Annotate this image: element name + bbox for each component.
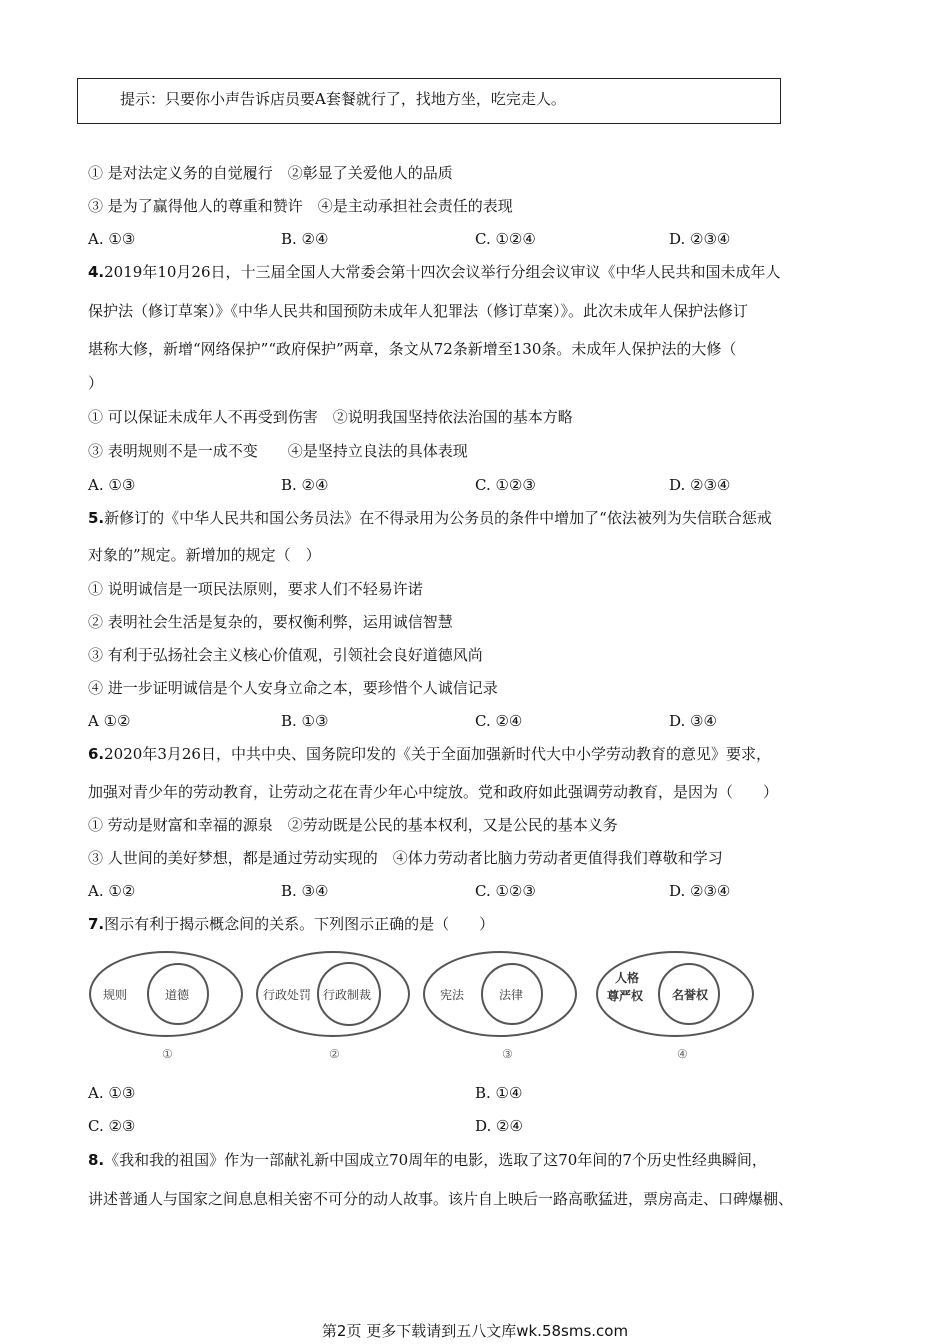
q7-number: 7. <box>88 915 105 933</box>
q7-option-d: D. ②④ <box>475 1117 523 1135</box>
q8-number: 8. <box>88 1151 105 1169</box>
diagram-3-inner-label: 法律 <box>499 988 524 1002</box>
q5-statement-1: ① 说明诚信是一项民法原则，要求人们不轻易许诺 <box>88 580 423 598</box>
q6-option-b: B. ③④ <box>281 882 329 900</box>
q5-option-d: D. ③④ <box>669 712 717 730</box>
diagram-1-mark: ① <box>162 1047 173 1061</box>
diagram-2-inner-label: 行政制裁 <box>323 988 372 1002</box>
hint-box <box>77 78 781 124</box>
q6-option-c: C. ①②③ <box>475 882 536 900</box>
q7-option-a: A. ①③ <box>88 1084 136 1102</box>
diagram-3-outer-label: 宪法 <box>440 988 465 1002</box>
page-footer: 第2页 更多下载请到五八文库wk.58sms.com <box>321 1322 629 1340</box>
q6-option-d: D. ②③④ <box>669 882 731 900</box>
q4-option-c: C. ①②③ <box>475 476 536 494</box>
q5-statement-2: ② 表明社会生活是复杂的，要权衡利弊，运用诚信智慧 <box>88 613 453 631</box>
diagram-2-mark: ② <box>329 1047 340 1061</box>
q6-line-2: 加强对青少年的劳动教育，让劳动之花在青少年心中绽放。党和政府如此强调劳动教育，是因为（ ） <box>88 783 779 801</box>
q6-option-a: A. ①② <box>88 882 136 900</box>
q4-option-a: A. ①③ <box>88 476 136 494</box>
q3-statement-2: ③ 是为了赢得他人的尊重和赞许 ④是主动承担社会责任的表现 <box>88 197 513 215</box>
q3-option-c: C. ①②④ <box>475 230 536 248</box>
q5-option-c: C. ②④ <box>475 712 523 730</box>
q6-line-1 <box>88 744 771 764</box>
q5-line-2: 对象的”规定。新增加的规定（ ） <box>88 546 321 564</box>
diagram-1 <box>88 950 248 1065</box>
q7-line-1 <box>88 914 494 934</box>
q8-text-1: 《我和我的祖国》作为一部献礼新中国成立70周年的电影，选取了这70年间的7个历史性经典瞬间， <box>104 1151 767 1169</box>
q4-line-4: ） <box>88 374 104 392</box>
q3-option-b: B. ②④ <box>281 230 329 248</box>
q4-line-1 <box>88 262 781 282</box>
q5-statement-4: ④ 进一步证明诚信是个人安身立命之本，要珍惜个人诚信记录 <box>88 679 498 697</box>
diagram-4-outer-label-2: 尊严权 <box>607 989 644 1003</box>
hint-text: 提示：只要你小声告诉店员要A套餐就行了，找地方坐，吃完走人。 <box>120 90 566 108</box>
diagram-3 <box>422 950 582 1065</box>
diagram-4-mark: ④ <box>677 1047 688 1061</box>
diagram-4-inner-label: 名誉权 <box>672 988 709 1002</box>
q6-statement-1: ① 劳动是财富和幸福的源泉 ②劳动既是公民的基本权利，又是公民的基本义务 <box>88 816 618 834</box>
q7-option-b: B. ①④ <box>475 1084 523 1102</box>
q8-line-2: 讲述普通人与国家之间息息相关密不可分的动人故事。该片自上映后一路高歌猛进，票房高走、口碑爆棚、 <box>88 1190 794 1208</box>
diagram-3-mark: ③ <box>502 1047 513 1061</box>
q6-text-1: 2020年3月26日，中共中央、国务院印发的《关于全面加强新时代大中小学劳动教育的意见》要求， <box>104 745 771 763</box>
diagram-1-inner-label: 道德 <box>165 988 190 1002</box>
q4-number: 4. <box>88 263 105 281</box>
diagram-4 <box>595 950 760 1065</box>
q4-statement-1: ① 可以保证未成年人不再受到伤害 ②说明我国坚持依法治国的基本方略 <box>88 408 573 426</box>
q5-line-1 <box>88 508 772 528</box>
q5-statement-3: ③ 有利于弘扬社会主义核心价值观，引领社会良好道德风尚 <box>88 646 483 664</box>
diagram-2 <box>255 950 415 1065</box>
q7-option-c: C. ②③ <box>88 1117 136 1135</box>
q5-text-1: 新修订的《中华人民共和国公务员法》在不得录用为公务员的条件中增加了“依法被列为失信联合惩戒 <box>104 509 772 527</box>
diagram-1-outer-label: 规则 <box>103 988 128 1002</box>
q3-option-d: D. ②③④ <box>669 230 731 248</box>
q6-statement-2: ③ 人世间的美好梦想，都是通过劳动实现的 ④体力劳动者比脑力劳动者更值得我们尊敬和学习 <box>88 849 723 867</box>
q4-statement-2: ③ 表明规则不是一成不变 ④是坚持立良法的具体表现 <box>88 442 468 460</box>
q8-line-1 <box>88 1150 767 1170</box>
q4-option-b: B. ②④ <box>281 476 329 494</box>
diagram-4-outer-label-1: 人格 <box>615 971 640 985</box>
q6-number: 6. <box>88 745 105 763</box>
q4-text-1: 2019年10月26日，十三届全国人大常委会第十四次会议举行分组会议审议《中华人民共和国未成年人 <box>104 263 781 281</box>
q5-option-b: B. ①③ <box>281 712 329 730</box>
q4-line-3: 堪称大修，新增“网络保护”“政府保护”两章，条文从72条新增至130条。未成年人保护法的大修（ <box>88 340 737 358</box>
q4-option-d: D. ②③④ <box>669 476 731 494</box>
q3-option-a: A. ①③ <box>88 230 136 248</box>
q5-option-a: A ①② <box>88 712 131 730</box>
q7-text-1: 图示有利于揭示概念间的关系。下列图示正确的是（ ） <box>104 915 495 933</box>
q5-number: 5. <box>88 509 105 527</box>
q4-line-2: 保护法（修订草案）》《中华人民共和国预防未成年人犯罪法（修订草案）》。此次未成年人保护法修订 <box>88 302 749 320</box>
diagram-2-outer-label: 行政处罚 <box>263 988 312 1002</box>
q3-statement-1: ① 是对法定义务的自觉履行 ②彰显了关爱他人的品质 <box>88 164 453 182</box>
